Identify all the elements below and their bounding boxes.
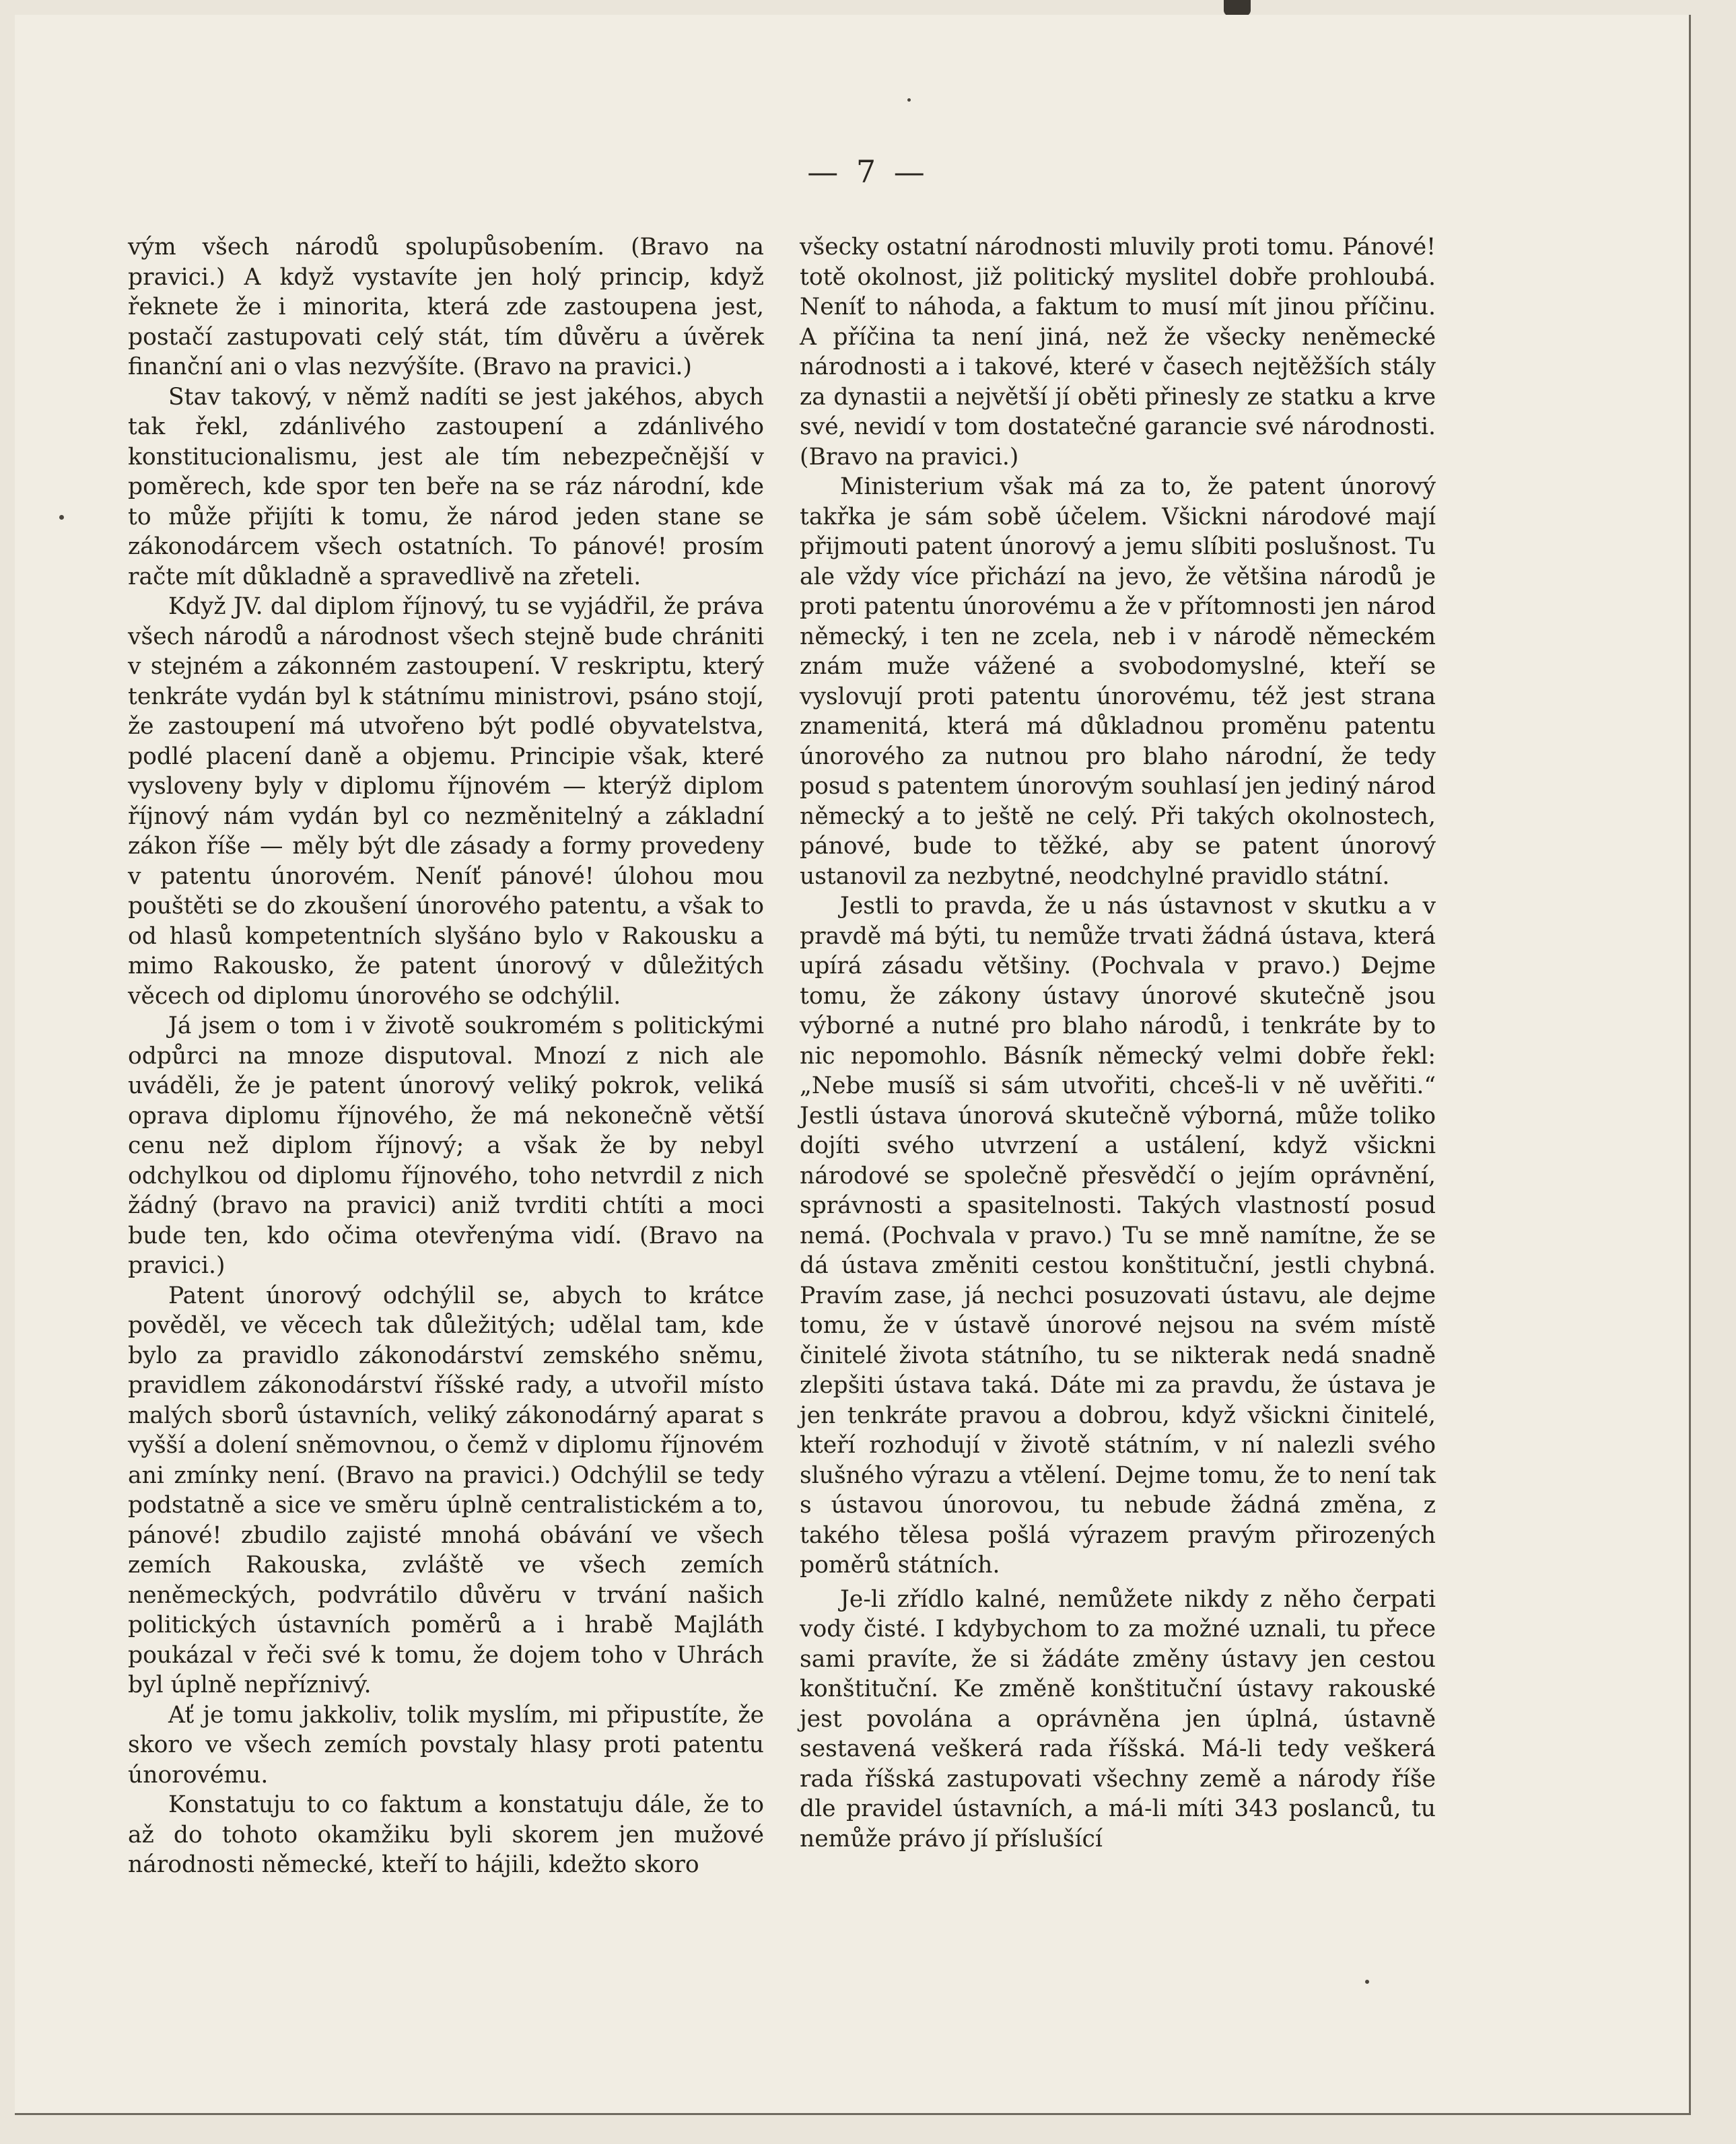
ink-speck [907,98,911,102]
paragraph: vým všech národů spolupůsobením. (Bravo na pravici.) A když vystavíte jen holý princip, když řeknete že i minorita, která zde zastoupena jest, postačí zastupovati celý stát, tím důvěru a úvěrek finanční ani o vlas nezvýšíte. (Bravo na pravici.) [128,234,764,380]
paragraph: všecky ostatní národnosti mluvily proti tomu. Pánové! totě okolnost, již politický myslitel dobře prohloubá. Neníť to náhoda, a faktum to musí mít jinou příčinu. A příčina ta není jiná, než že všecky neněmecké národnosti a i takové, které v časech nejtěžších stály za dynastii a největší jí oběti přinesly ze statku a krve své, nevidí v tom dostatečné garancie své národnosti. (Bravo na pravici.) [800,234,1436,471]
right-column [800,232,1436,1854]
paragraph: Je-li zřídlo kalné, nemůžete nikdy z něho čerpati vody čisté. I kdybychom to za možné uznali, tu přece sami pravíte, že si žádáte změny ústavy jen cestou konštituční. Ke změně konštituční ústavy rakouské jest povolána a oprávněna jen úplná, ústavně sestavená veškerá rada říšská. Má-li tedy veškerá rada říšská zastupovati všechny země a národy říše dle pravidel ústavních, a má-li míti 343 poslanců, tu nemůže právo jí příslušící [800,1585,1436,1853]
paragraph: Konstatuju to co faktum a konstatuju dále, že to až do tohoto okamžiku byli skorem jen mužové národnosti německé, kteří to hájili, kdežto skoro [128,1791,764,1878]
paragraph: Stav takový, v němž nadíti se jest jakéhos, abych tak řekl, zdánlivého zastoupení a zdánlivého konstitucionalismu, jest ale tím nebezpečnější v poměrech, kde spor ten beře na se ráz národní, kde to může přijíti k tomu, že národ jeden stane se zákonodárcem všech ostatních. To pánové! prosím račte mít důkladně a spravedlivě na zřeteli. [128,383,764,590]
ink-speck [1365,1980,1369,1984]
left-column [128,232,764,1880]
paragraph: Jestli to pravda, že u nás ústavnost v skutku a v pravdě má býti, tu nemůže trvati žádná ústava, která upírá zásadu většiny. (Pochvala v pravo.) Dejme tomu, že zákony ústavy únorové skutečně jsou výborné a nutné pro blaho národů, i tenkráte by to nic nepomohlo. Básník německý velmi dobře řekl: „Nebe musíš si sám utvořiti, chceš-li v ně uvěřiti.“ Jestli ústava únorová skutečně výborná, může toliko dojíti svého utvrzení a ustálení, když všickni národové se společně přesvědčí o jejím oprávnění, správnosti a spasitelnosti. Takých vlastností posud nemá. (Pochvala v pravo.) Tu se mně namítne, že se dá ústava změniti cestou konštituční, jestli chybná. Pravím zase, já nechci posuzovati ústavu, ale dejme tomu, že v ústavě únorové nejsou na svém místě činitelé života státního, tu se nikterak nedá snadně zlepšiti ústava taká. Dáte mi za pravdu, že ústava je jen tenkráte pravou a dobrou, když všickni činitelé, kteří rozhodují v životě státním, v ní nalezli svého slušného výrazu a vtělení. Dejme tomu, že to není tak s ústavou únorovou, tu nebude žádná změna, z takého tělesa pošlá výrazem pravým přirozených poměrů státních. [800,893,1436,1579]
ink-speck [59,515,64,520]
paragraph: Ať je tomu jakkoliv, tolik myslím, mi připustíte, že skoro ve všech zemích povstaly hlasy proti patentu únorovému. [128,1701,764,1789]
paragraph: Když JV. dal diplom říjnový, tu se vyjádřil, že práva všech národů a národnost všech stejně bude chrániti v stejném a zákonném zastoupení. V reskriptu, který tenkráte vydán byl k státnímu ministrovi, psáno stojí, že zastoupení má utvořeno být podlé obyvatelstva, podlé placení daně a objemu. Principie však, které vysloveny byly v diplomu říjnovém — kterýž diplom říjnový nám vydán byl co nezměnitelný a základní zákon říše — měly být dle zásady a formy provedeny v patentu únorovém. Neníť pánové! úlohou mou pouštěti se do zkoušení únorového patentu, a však to od hlasů kompetentních slyšáno bylo v Rakousku a mimo Rakousko, že patent únorový v důležitých věcech od diplomu únorového se odchýlil. [128,593,764,1010]
page-number: — 7 — [807,153,929,190]
paragraph: Patent únorový odchýlil se, abych to krátce pověděl, ve věcech tak důležitých; udělal tam, kde bylo za pravidlo zákonodárství zemského sněmu, pravidlem zákonodárství říšské rady, a utvořil místo malých sborů ústavních, veliký zákonodárný aparat s vyšší a dolení sněmovnou, o čemž v diplomu říjnovém ani zmínky není. (Bravo na pravici.) Odchýlil se tedy podstatně a sice ve směru úplně centralistickém a to, pánové! zbudilo zajisté mnohá obávání ve všech zemích Rakouska, zvláště ve všech zemích neněmeckých, podvrátilo důvěru v trvání našich politických ústavních poměrů a i hrabě Majláth poukázal v řeči své k tomu, že dojem toho v Uhrách byl úplně nepříznivý. [128,1282,764,1698]
paragraph: Ministerium však má za to, že patent únorový takřka je sám sobě účelem. Všickni národové mají přijmouti patent únorový a jemu slíbiti poslušnost. Tu ale vždy více přichází na jevo, že většina národů je proti patentu únorovému a že v přítomnosti jen národ německý, i ten ne zcela, neb i v národě německém znám muže vážené a svobodomyslné, kteří se vyslovují proti patentu únorovému, též jest strana znamenitá, která má důkladnou proměnu patentu únorového za nutnou pro blaho národní, že tedy posud s patentem únorovým souhlasí jen jediný národ německý a to ještě ne celý. Při takých okolnostech, pánové, bude to těžké, aby se patent únorový ustanovil za nezbytné, neodchylné pravidlo státní. [800,473,1436,890]
paragraph: Já jsem o tom i v životě soukromém s politickými odpůrci na mnoze disputoval. Mnozí z nich ale uváděli, že je patent únorový veliký pokrok, veliká oprava diplomu říjnového, že má nekonečně větší cenu než diplom říjnový; a však že by nebyl odchylkou od diplomu říjnového, toho netvrdil z nich žádný (bravo na pravici) aniž tvrditi chtíti a moci bude ten, kdo očima otevřenýma vidí. (Bravo na pravici.) [128,1012,764,1279]
